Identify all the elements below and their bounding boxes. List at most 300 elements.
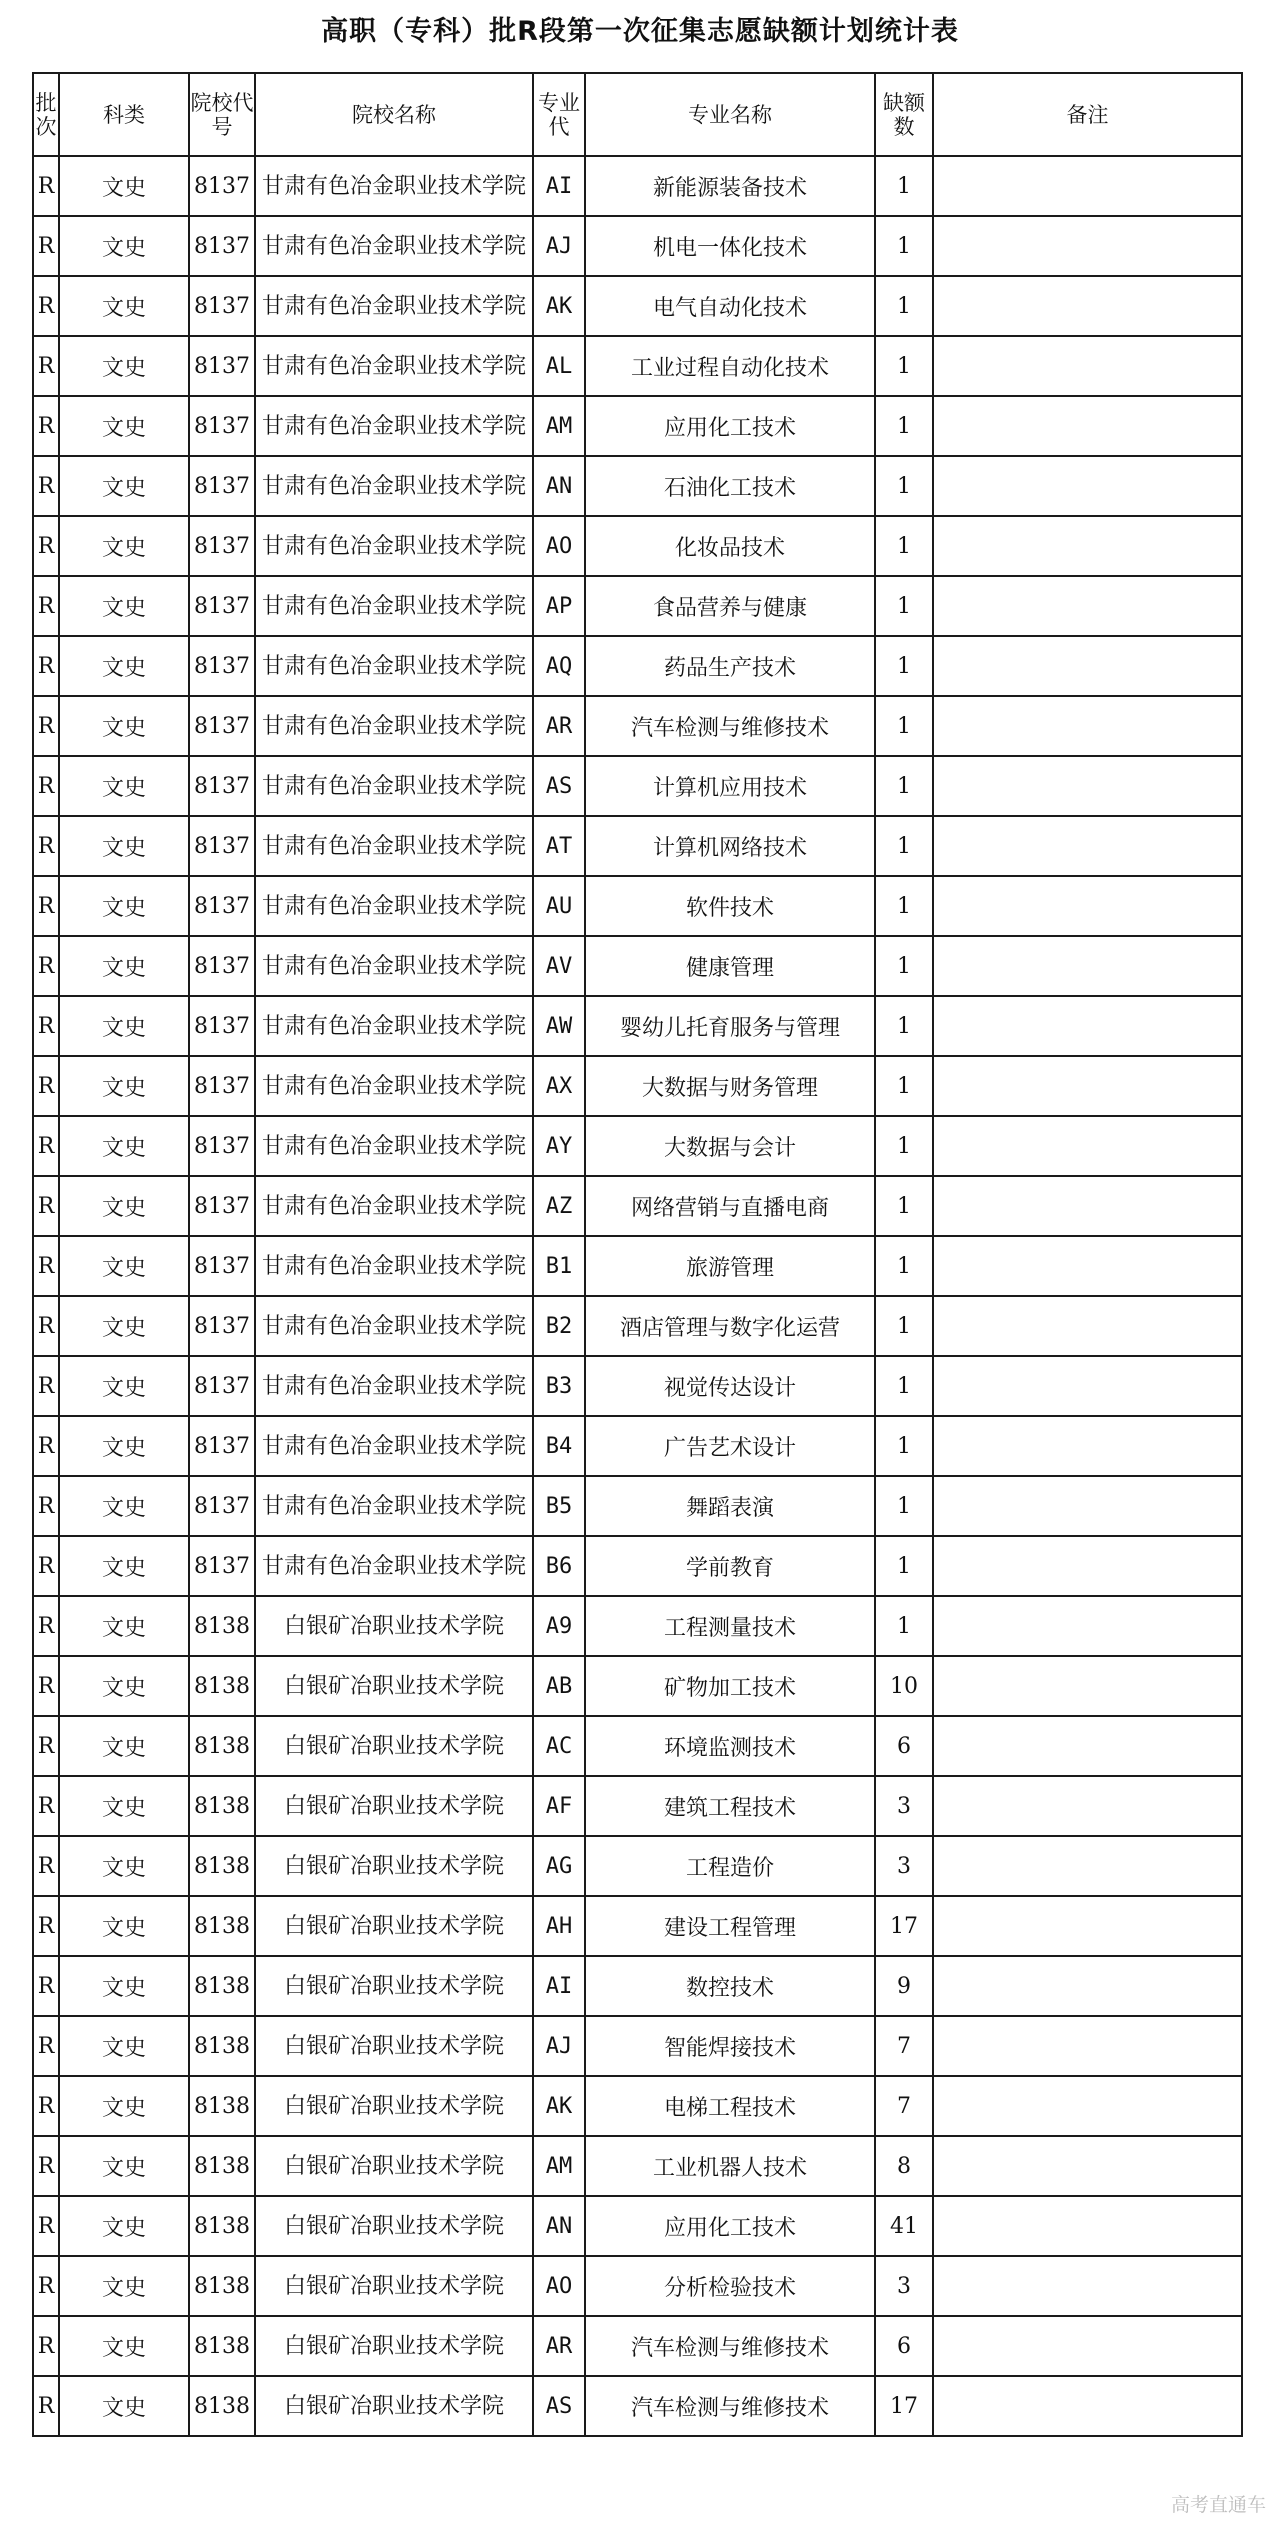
cell-batch: R	[33, 2016, 59, 2076]
cell-major-code: AV	[533, 936, 585, 996]
cell-category: 文史	[59, 2196, 189, 2256]
cell-major-name: 广告艺术设计	[585, 1416, 875, 1476]
cell-remark	[933, 1836, 1242, 1896]
cell-shortage: 1	[875, 336, 933, 396]
cell-category: 文史	[59, 396, 189, 456]
cell-category: 文史	[59, 2316, 189, 2376]
cell-category: 文史	[59, 2256, 189, 2316]
cell-school-name: 甘肃有色冶金职业技术学院	[255, 1536, 533, 1596]
cell-remark	[933, 1476, 1242, 1536]
table-row	[33, 576, 1242, 636]
cell-shortage: 1	[875, 696, 933, 756]
cell-major-code: AJ	[533, 2016, 585, 2076]
cell-batch: R	[33, 2136, 59, 2196]
cell-school-code: 8137	[189, 216, 255, 276]
cell-category: 文史	[59, 1656, 189, 1716]
cell-school-name: 甘肃有色冶金职业技术学院	[255, 1296, 533, 1356]
cell-batch: R	[33, 1056, 59, 1116]
cell-category: 文史	[59, 756, 189, 816]
cell-category: 文史	[59, 1956, 189, 2016]
cell-remark	[933, 1896, 1242, 1956]
table-row	[33, 1536, 1242, 1596]
cell-school-code: 8137	[189, 876, 255, 936]
cell-school-code: 8137	[189, 996, 255, 1056]
cell-remark	[933, 1656, 1242, 1716]
cell-school-name: 甘肃有色冶金职业技术学院	[255, 576, 533, 636]
cell-school-code: 8137	[189, 396, 255, 456]
cell-major-code: AC	[533, 1716, 585, 1776]
cell-school-name: 白银矿冶职业技术学院	[255, 1716, 533, 1776]
cell-remark	[933, 996, 1242, 1056]
cell-major-name: 工程测量技术	[585, 1596, 875, 1656]
cell-school-code: 8137	[189, 756, 255, 816]
cell-major-name: 机电一体化技术	[585, 216, 875, 276]
cell-major-code: B5	[533, 1476, 585, 1536]
header-shortage: 缺额数	[875, 73, 933, 156]
table-row	[33, 2016, 1242, 2076]
table-row	[33, 696, 1242, 756]
cell-school-name: 白银矿冶职业技术学院	[255, 2196, 533, 2256]
cell-school-name: 白银矿冶职业技术学院	[255, 1776, 533, 1836]
cell-major-name: 汽车检测与维修技术	[585, 696, 875, 756]
cell-major-name: 应用化工技术	[585, 2196, 875, 2256]
table-row	[33, 1056, 1242, 1116]
cell-shortage: 1	[875, 936, 933, 996]
cell-major-code: AB	[533, 1656, 585, 1716]
cell-batch: R	[33, 1716, 59, 1776]
cell-major-name: 电气自动化技术	[585, 276, 875, 336]
cell-school-name: 甘肃有色冶金职业技术学院	[255, 516, 533, 576]
cell-school-code: 8137	[189, 936, 255, 996]
cell-category: 文史	[59, 576, 189, 636]
cell-major-code: AM	[533, 2136, 585, 2196]
cell-school-code: 8138	[189, 1896, 255, 1956]
cell-major-code: A9	[533, 1596, 585, 1656]
cell-major-code: B6	[533, 1536, 585, 1596]
cell-remark	[933, 156, 1242, 216]
cell-school-code: 8137	[189, 1536, 255, 1596]
table-row	[33, 876, 1242, 936]
cell-major-code: B1	[533, 1236, 585, 1296]
cell-shortage: 10	[875, 1656, 933, 1716]
cell-shortage: 3	[875, 1836, 933, 1896]
cell-major-name: 大数据与会计	[585, 1116, 875, 1176]
cell-category: 文史	[59, 696, 189, 756]
cell-major-name: 建设工程管理	[585, 1896, 875, 1956]
cell-remark	[933, 2196, 1242, 2256]
table-row	[33, 396, 1242, 456]
cell-category: 文史	[59, 1896, 189, 1956]
cell-batch: R	[33, 1596, 59, 1656]
cell-shortage: 3	[875, 2256, 933, 2316]
cell-batch: R	[33, 1116, 59, 1176]
table-row	[33, 636, 1242, 696]
cell-school-name: 甘肃有色冶金职业技术学院	[255, 936, 533, 996]
cell-school-code: 8138	[189, 1656, 255, 1716]
cell-shortage: 7	[875, 2016, 933, 2076]
cell-batch: R	[33, 2316, 59, 2376]
table-row	[33, 2256, 1242, 2316]
cell-school-name: 甘肃有色冶金职业技术学院	[255, 876, 533, 936]
cell-school-code: 8137	[189, 1116, 255, 1176]
cell-shortage: 1	[875, 456, 933, 516]
table-row	[33, 1716, 1242, 1776]
cell-category: 文史	[59, 1716, 189, 1776]
cell-school-name: 甘肃有色冶金职业技术学院	[255, 1176, 533, 1236]
cell-school-name: 白银矿冶职业技术学院	[255, 2316, 533, 2376]
table-row	[33, 2136, 1242, 2196]
cell-major-code: AI	[533, 156, 585, 216]
table-row	[33, 1176, 1242, 1236]
cell-remark	[933, 636, 1242, 696]
table-row	[33, 1836, 1242, 1896]
cell-shortage: 1	[875, 216, 933, 276]
table-row	[33, 1236, 1242, 1296]
cell-shortage: 1	[875, 516, 933, 576]
cell-major-code: AU	[533, 876, 585, 936]
cell-school-name: 甘肃有色冶金职业技术学院	[255, 1236, 533, 1296]
cell-major-name: 视觉传达设计	[585, 1356, 875, 1416]
cell-batch: R	[33, 1836, 59, 1896]
cell-school-code: 8137	[189, 1476, 255, 1536]
cell-batch: R	[33, 456, 59, 516]
cell-school-code: 8137	[189, 276, 255, 336]
cell-category: 文史	[59, 156, 189, 216]
page-title: 高职（专科）批R段第一次征集志愿缺额计划统计表	[321, 16, 959, 47]
cell-school-code: 8138	[189, 2136, 255, 2196]
cell-batch: R	[33, 816, 59, 876]
cell-school-code: 8138	[189, 1716, 255, 1776]
cell-batch: R	[33, 156, 59, 216]
cell-remark	[933, 1596, 1242, 1656]
cell-shortage: 1	[875, 756, 933, 816]
cell-major-name: 旅游管理	[585, 1236, 875, 1296]
cell-shortage: 3	[875, 1776, 933, 1836]
cell-remark	[933, 276, 1242, 336]
cell-shortage: 1	[875, 816, 933, 876]
cell-remark	[933, 516, 1242, 576]
cell-major-name: 数控技术	[585, 1956, 875, 2016]
cell-major-name: 化妆品技术	[585, 516, 875, 576]
cell-major-code: AX	[533, 1056, 585, 1116]
cell-shortage: 1	[875, 636, 933, 696]
cell-school-name: 甘肃有色冶金职业技术学院	[255, 1056, 533, 1116]
cell-remark	[933, 1716, 1242, 1776]
cell-shortage: 1	[875, 1296, 933, 1356]
cell-school-name: 白银矿冶职业技术学院	[255, 1836, 533, 1896]
cell-remark	[933, 2016, 1242, 2076]
table-row	[33, 516, 1242, 576]
cell-shortage: 7	[875, 2076, 933, 2136]
cell-batch: R	[33, 1176, 59, 1236]
cell-school-code: 8137	[189, 156, 255, 216]
cell-shortage: 8	[875, 2136, 933, 2196]
cell-batch: R	[33, 1476, 59, 1536]
cell-major-code: AO	[533, 2256, 585, 2316]
table-row	[33, 1956, 1242, 2016]
table-row	[33, 936, 1242, 996]
cell-batch: R	[33, 216, 59, 276]
cell-remark	[933, 2256, 1242, 2316]
cell-school-name: 甘肃有色冶金职业技术学院	[255, 996, 533, 1056]
table-row	[33, 2196, 1242, 2256]
table-row	[33, 456, 1242, 516]
cell-major-code: AT	[533, 816, 585, 876]
cell-school-name: 白银矿冶职业技术学院	[255, 1896, 533, 1956]
cell-remark	[933, 2316, 1242, 2376]
cell-major-name: 汽车检测与维修技术	[585, 2376, 875, 2436]
cell-major-code: AI	[533, 1956, 585, 2016]
cell-major-code: B4	[533, 1416, 585, 1476]
cell-category: 文史	[59, 816, 189, 876]
cell-batch: R	[33, 756, 59, 816]
table-row	[33, 756, 1242, 816]
cell-category: 文史	[59, 1116, 189, 1176]
cell-major-code: AH	[533, 1896, 585, 1956]
cell-school-code: 8138	[189, 1596, 255, 1656]
header-major-code: 专业代	[533, 73, 585, 156]
cell-category: 文史	[59, 1596, 189, 1656]
cell-category: 文史	[59, 2376, 189, 2436]
cell-remark	[933, 876, 1242, 936]
cell-remark	[933, 1176, 1242, 1236]
cell-school-name: 甘肃有色冶金职业技术学院	[255, 276, 533, 336]
cell-category: 文史	[59, 276, 189, 336]
header-school-code: 院校代号	[189, 73, 255, 156]
cell-shortage: 17	[875, 1896, 933, 1956]
cell-category: 文史	[59, 1476, 189, 1536]
cell-major-name: 环境监测技术	[585, 1716, 875, 1776]
cell-batch: R	[33, 636, 59, 696]
cell-batch: R	[33, 1236, 59, 1296]
cell-school-name: 甘肃有色冶金职业技术学院	[255, 1116, 533, 1176]
cell-major-code: AS	[533, 2376, 585, 2436]
cell-remark	[933, 336, 1242, 396]
cell-major-name: 食品营养与健康	[585, 576, 875, 636]
cell-category: 文史	[59, 1836, 189, 1896]
cell-batch: R	[33, 2076, 59, 2136]
cell-school-code: 8138	[189, 2076, 255, 2136]
cell-major-code: AN	[533, 2196, 585, 2256]
table-row	[33, 1476, 1242, 1536]
cell-school-name: 甘肃有色冶金职业技术学院	[255, 216, 533, 276]
cell-school-code: 8138	[189, 1956, 255, 2016]
cell-remark	[933, 1056, 1242, 1116]
cell-major-name: 新能源装备技术	[585, 156, 875, 216]
cell-shortage: 1	[875, 996, 933, 1056]
cell-batch: R	[33, 2256, 59, 2316]
cell-shortage: 9	[875, 1956, 933, 2016]
cell-school-code: 8138	[189, 2316, 255, 2376]
cell-category: 文史	[59, 1296, 189, 1356]
cell-major-name: 健康管理	[585, 936, 875, 996]
cell-category: 文史	[59, 2136, 189, 2196]
cell-school-name: 甘肃有色冶金职业技术学院	[255, 396, 533, 456]
cell-major-name: 矿物加工技术	[585, 1656, 875, 1716]
cell-major-code: AL	[533, 336, 585, 396]
cell-major-name: 建筑工程技术	[585, 1776, 875, 1836]
cell-remark	[933, 1956, 1242, 2016]
cell-batch: R	[33, 1776, 59, 1836]
cell-remark	[933, 816, 1242, 876]
cell-remark	[933, 456, 1242, 516]
cell-major-name: 工程造价	[585, 1836, 875, 1896]
cell-shortage: 1	[875, 156, 933, 216]
cell-category: 文史	[59, 516, 189, 576]
cell-school-code: 8137	[189, 516, 255, 576]
cell-major-name: 石油化工技术	[585, 456, 875, 516]
cell-remark	[933, 1416, 1242, 1476]
cell-school-code: 8137	[189, 696, 255, 756]
cell-school-name: 甘肃有色冶金职业技术学院	[255, 156, 533, 216]
cell-school-name: 甘肃有色冶金职业技术学院	[255, 1356, 533, 1416]
cell-shortage: 1	[875, 1596, 933, 1656]
cell-remark	[933, 1776, 1242, 1836]
cell-major-name: 网络营销与直播电商	[585, 1176, 875, 1236]
cell-remark	[933, 1356, 1242, 1416]
cell-major-code: AJ	[533, 216, 585, 276]
table-row	[33, 1356, 1242, 1416]
cell-school-code: 8138	[189, 1776, 255, 1836]
cell-remark	[933, 576, 1242, 636]
cell-category: 文史	[59, 1056, 189, 1116]
cell-category: 文史	[59, 636, 189, 696]
cell-major-code: AY	[533, 1116, 585, 1176]
table-header-row	[33, 73, 1242, 156]
table-row	[33, 1896, 1242, 1956]
table-row	[33, 276, 1242, 336]
cell-shortage: 6	[875, 1716, 933, 1776]
cell-major-name: 应用化工技术	[585, 396, 875, 456]
cell-major-name: 工业过程自动化技术	[585, 336, 875, 396]
cell-shortage: 1	[875, 1116, 933, 1176]
table-row	[33, 2316, 1242, 2376]
cell-school-code: 8137	[189, 1176, 255, 1236]
header-school-name: 院校名称	[255, 73, 533, 156]
cell-batch: R	[33, 1416, 59, 1476]
cell-major-name: 智能焊接技术	[585, 2016, 875, 2076]
cell-school-name: 甘肃有色冶金职业技术学院	[255, 636, 533, 696]
table-row	[33, 336, 1242, 396]
cell-school-name: 白银矿冶职业技术学院	[255, 2256, 533, 2316]
cell-major-name: 计算机网络技术	[585, 816, 875, 876]
cell-category: 文史	[59, 1416, 189, 1476]
cell-school-code: 8137	[189, 1356, 255, 1416]
cell-shortage: 1	[875, 276, 933, 336]
cell-school-code: 8138	[189, 2016, 255, 2076]
cell-batch: R	[33, 996, 59, 1056]
cell-school-code: 8137	[189, 1236, 255, 1296]
cell-major-code: AW	[533, 996, 585, 1056]
cell-school-code: 8138	[189, 2196, 255, 2256]
cell-remark	[933, 216, 1242, 276]
cell-batch: R	[33, 1296, 59, 1356]
cell-batch: R	[33, 1896, 59, 1956]
cell-shortage: 17	[875, 2376, 933, 2436]
cell-major-name: 电梯工程技术	[585, 2076, 875, 2136]
cell-school-code: 8138	[189, 2256, 255, 2316]
cell-major-name: 酒店管理与数字化运营	[585, 1296, 875, 1356]
cell-batch: R	[33, 696, 59, 756]
cell-batch: R	[33, 876, 59, 936]
cell-school-name: 甘肃有色冶金职业技术学院	[255, 696, 533, 756]
table-row	[33, 1416, 1242, 1476]
cell-major-name: 学前教育	[585, 1536, 875, 1596]
cell-shortage: 1	[875, 876, 933, 936]
table-row	[33, 996, 1242, 1056]
cell-shortage: 1	[875, 1416, 933, 1476]
cell-major-name: 大数据与财务管理	[585, 1056, 875, 1116]
table-row	[33, 816, 1242, 876]
cell-school-code: 8137	[189, 456, 255, 516]
cell-shortage: 1	[875, 1356, 933, 1416]
cell-school-code: 8137	[189, 636, 255, 696]
cell-school-code: 8137	[189, 816, 255, 876]
cell-remark	[933, 1236, 1242, 1296]
cell-major-name: 软件技术	[585, 876, 875, 936]
header-batch: 批次	[33, 73, 59, 156]
cell-category: 文史	[59, 216, 189, 276]
cell-shortage: 1	[875, 1056, 933, 1116]
table-row	[33, 216, 1242, 276]
cell-school-name: 甘肃有色冶金职业技术学院	[255, 816, 533, 876]
cell-major-code: AK	[533, 276, 585, 336]
cell-school-name: 白银矿冶职业技术学院	[255, 2376, 533, 2436]
cell-remark	[933, 756, 1242, 816]
cell-category: 文史	[59, 1356, 189, 1416]
cell-major-code: AO	[533, 516, 585, 576]
cell-remark	[933, 936, 1242, 996]
cell-major-code: AF	[533, 1776, 585, 1836]
table-row	[33, 1596, 1242, 1656]
cell-category: 文史	[59, 456, 189, 516]
table-row	[33, 1116, 1242, 1176]
cell-category: 文史	[59, 1236, 189, 1296]
cell-school-name: 白银矿冶职业技术学院	[255, 1596, 533, 1656]
cell-major-code: AZ	[533, 1176, 585, 1236]
cell-major-code: AM	[533, 396, 585, 456]
cell-shortage: 41	[875, 2196, 933, 2256]
cell-category: 文史	[59, 1176, 189, 1236]
table-row	[33, 1776, 1242, 1836]
cell-batch: R	[33, 1656, 59, 1716]
cell-school-name: 甘肃有色冶金职业技术学院	[255, 456, 533, 516]
cell-school-name: 白银矿冶职业技术学院	[255, 2016, 533, 2076]
cell-school-code: 8137	[189, 576, 255, 636]
cell-remark	[933, 2076, 1242, 2136]
cell-school-code: 8138	[189, 1836, 255, 1896]
table-row	[33, 1656, 1242, 1716]
cell-school-code: 8138	[189, 2376, 255, 2436]
cell-remark	[933, 1536, 1242, 1596]
cell-major-code: AG	[533, 1836, 585, 1896]
cell-remark	[933, 1296, 1242, 1356]
cell-major-name: 分析检验技术	[585, 2256, 875, 2316]
cell-batch: R	[33, 1536, 59, 1596]
cell-school-name: 白银矿冶职业技术学院	[255, 1656, 533, 1716]
cell-major-name: 工业机器人技术	[585, 2136, 875, 2196]
cell-school-name: 甘肃有色冶金职业技术学院	[255, 336, 533, 396]
cell-school-name: 白银矿冶职业技术学院	[255, 2076, 533, 2136]
cell-shortage: 1	[875, 396, 933, 456]
cell-batch: R	[33, 1356, 59, 1416]
cell-remark	[933, 696, 1242, 756]
table-row	[33, 2376, 1242, 2436]
cell-school-name: 白银矿冶职业技术学院	[255, 1956, 533, 2016]
cell-major-name: 舞蹈表演	[585, 1476, 875, 1536]
cell-major-name: 计算机应用技术	[585, 756, 875, 816]
cell-category: 文史	[59, 2016, 189, 2076]
